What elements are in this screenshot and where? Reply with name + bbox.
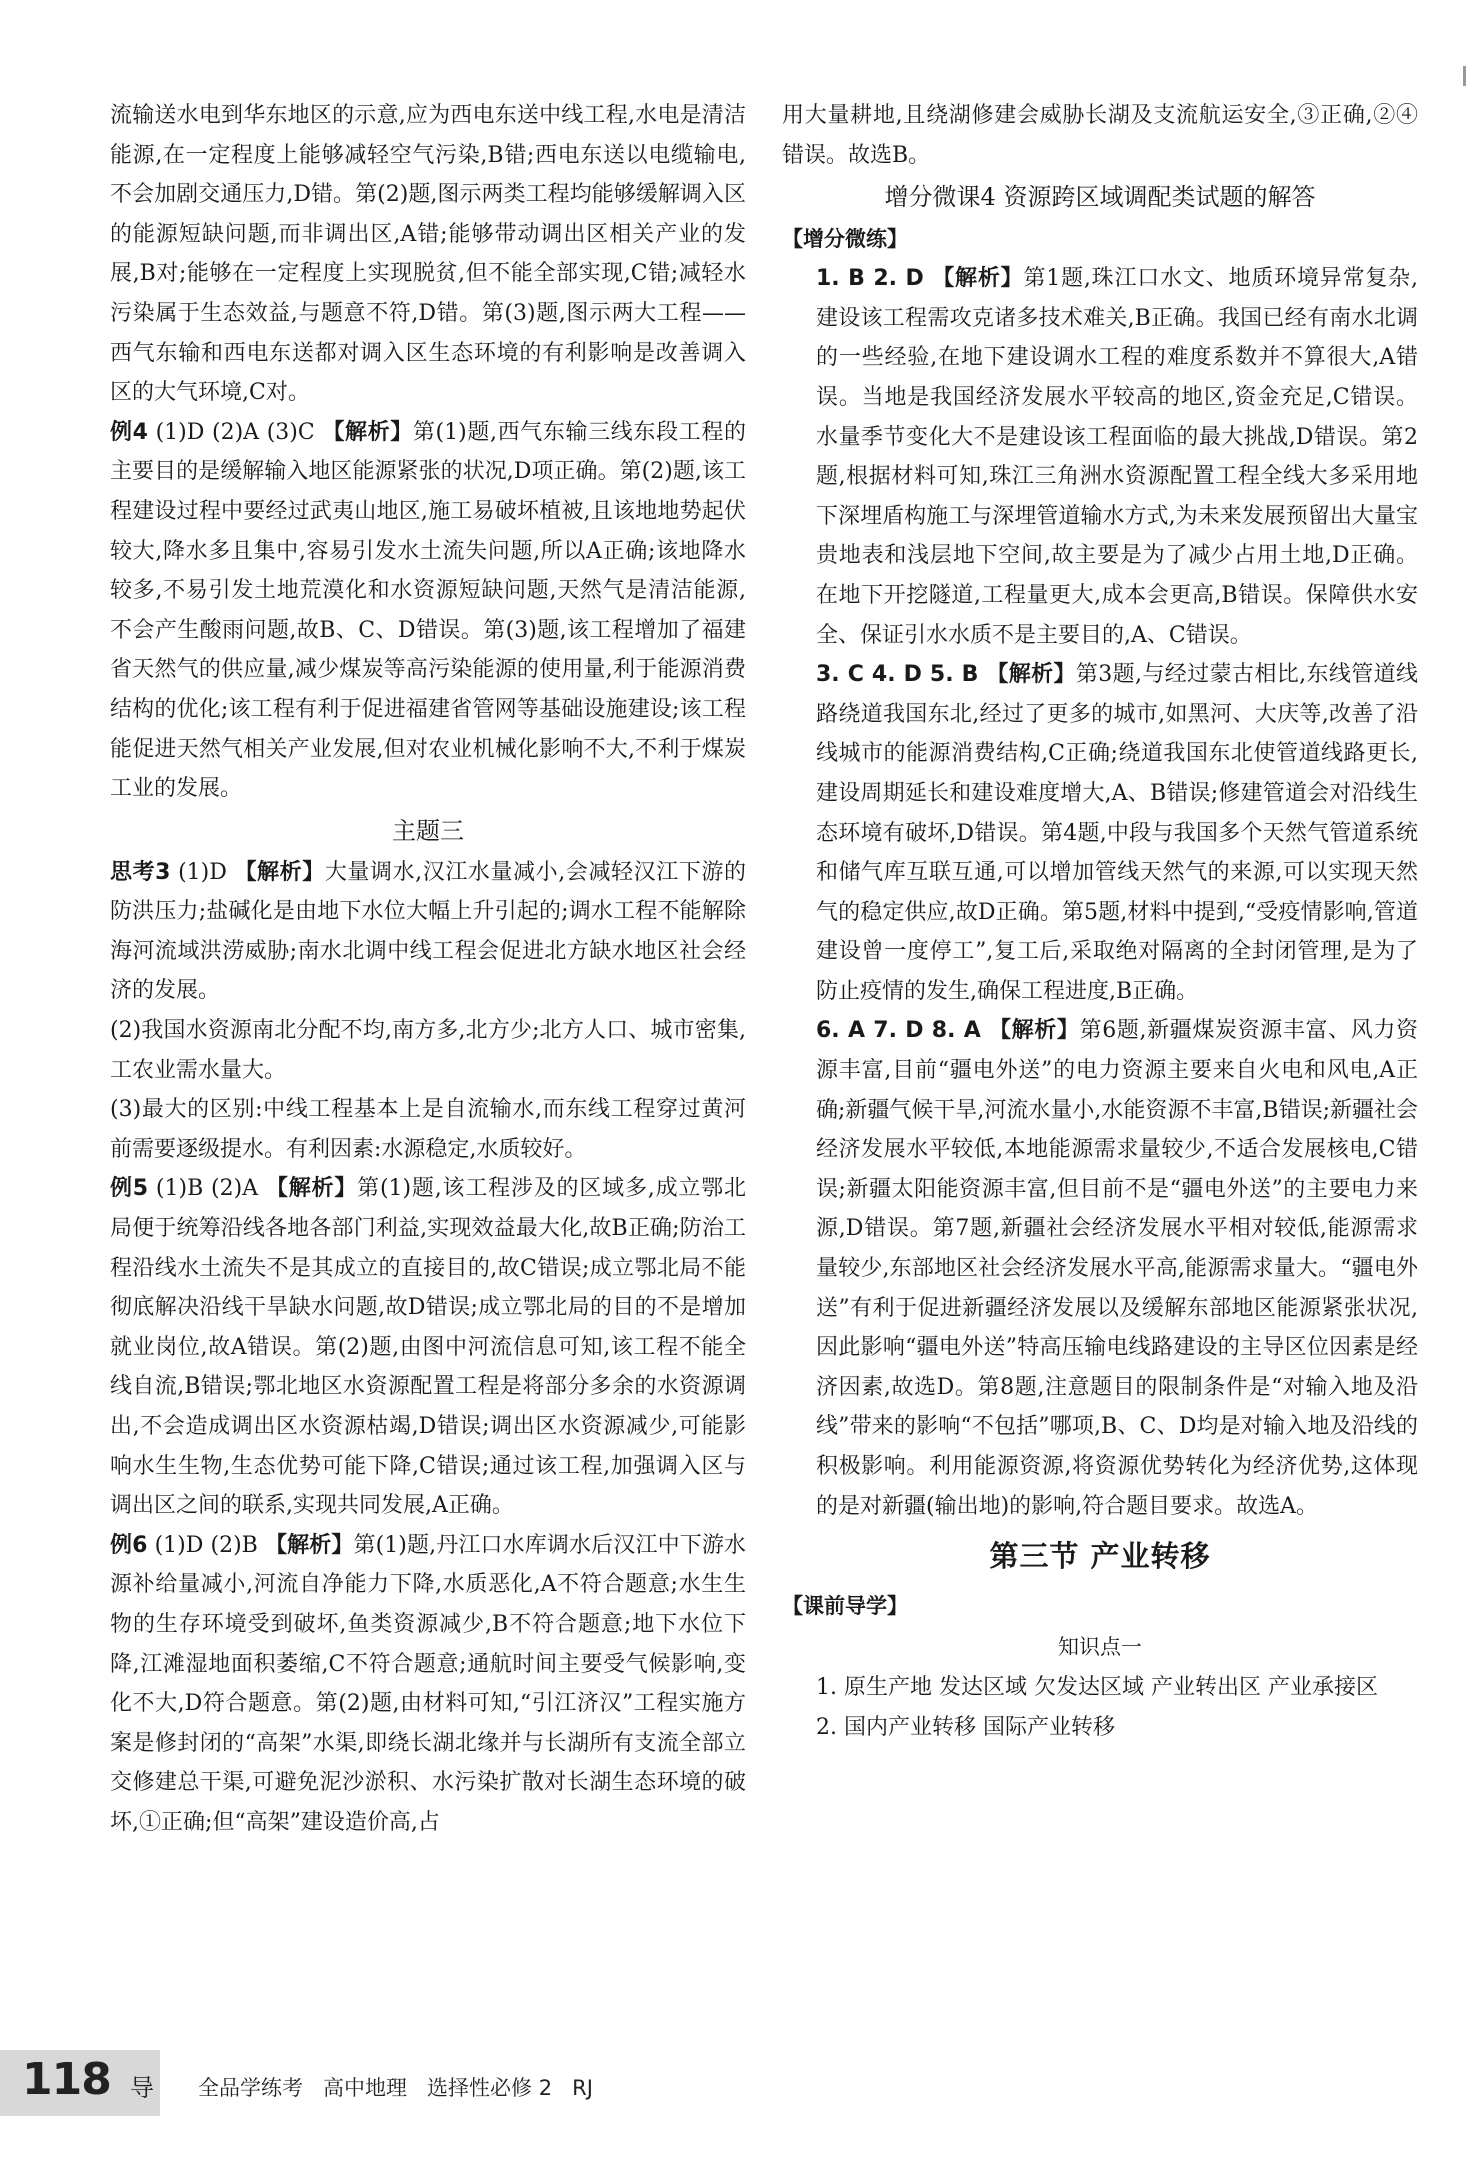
example-4-label: 例4 bbox=[110, 419, 148, 445]
questions-1-2-analysis: 第1题,珠江口水文、地质环境异常复杂,建设该工程需攻克诸多技术难关,B正确。我国已经有南水北调的一些经验,在地下建设调水工程的难度系数并不算很大,A错误。当地是我国经济发展水平较高的地区,资金充足,C错误。水量季节变化大不是建设该工程面临的最大挑战,D错误。第2题,根据材料可知,珠江三角洲水资源配置工程全线大多采用地下深埋盾构施工与深埋管道输水方式,为未来发展预留出大量宝贵地表和浅层地下空间,故主要是为了减少占用土地,D正确。在地下开挖隧道,工程量更大,成本会更高,B错误。保障供水安全、保证引水水质不是主要目的,A、C错误。 bbox=[816, 266, 1418, 648]
questions-3-5-analysis: 第3题,与经过蒙古相比,东线管道线路绕道我国东北,经过了更多的城市,如黑河、大庆等,改善了沿线城市的能源消费结构,C正确;绕道我国东北使管道线路更长,建设周期延长和建设难度增大,A、B错误;修建管道会对沿线生态环境有破坏,D错误。第4题,中段与我国多个天然气管道系统和储气库互联互通,可以增加管线天然气的来源,可以实现天然气的稳定供应,故D正确。第5题,材料中提到,“受疫情影响,管道建设曾一度停工”,复工后,采取绝对隔离的全封闭管理,是为了防止疫情的发生,确保工程进度,B正确。 bbox=[816, 662, 1418, 1004]
think-3-part-2: (2)我国水资源南北分配不均,南方多,北方少;北方人口、城市密集,工农业需水量大。 bbox=[110, 1018, 746, 1083]
drill-tag: 【增分微练】 bbox=[782, 227, 908, 252]
page-footer bbox=[0, 2050, 900, 2120]
think-3-analysis: 大量调水,汉江水量减小,会减轻汉江下游的防洪压力;盐碱化是由地下水位大幅上升引起的;调水工程不能解除海河流域洪涝威胁;南水北调中线工程会促进北方缺水地区社会经济的发展。 bbox=[110, 859, 746, 1004]
paragraph-continued: 流输送水电到华东地区的示意,应为西电东送中线工程,水电是清洁能源,在一定程度上能够减轻空气污染,B错;西电东送以电缆输电,不会加剧交通压力,D错。第(2)题,图示两类工程均能够缓解调入区的能源短缺问题,而非调出区,A错;能够带动调出区相关产业的发展,B对;能够在一定程度上实现脱贫,但不能全部实现,C错;减轻水污染属于生态效益,与题意不符,D错。第(3)题,图示两大工程——西气东输和西电东送都对调入区生态环境的有利影响是改善调入区的大气环境,C对。 bbox=[110, 103, 746, 406]
example-5 bbox=[110, 1169, 746, 1525]
example-4-analysis-tag: 【解析】 bbox=[322, 419, 413, 445]
example-6-analysis: 第(1)题,丹江口水库调水后汉江中下游水源补给量减小,河流自净能力下降,水质恶化,A不符合题意;水生生物的生存环境受到破坏,鱼类资源减少,B不符合题意;地下水位下降,江滩湿地面积萎缩,C不符合题意;通航时间主要受气候影响,变化不大,D符合题意。第(2)题,由材料可知,“引江济汉”工程实施方案是修封闭的“高架”水渠,即绕长湖北缘并与长湖所有支流全部立交修建总干渠,可避免泥沙淤积、水污染扩散对长湖生态环境的破坏,①正确;但“高架”建设造价高,占 bbox=[110, 1532, 746, 1835]
example-5-analysis: 第(1)题,该工程涉及的区域多,成立鄂北局便于统筹沿线各地各部门利益,实现效益最大化,故B正确;防治工程沿线水土流失不是其成立的直接目的,故C错误;成立鄂北局不能彻底解决沿线干旱缺水问题,故D错误;成立鄂北局的目的不是增加就业岗位,故A错误。第(2)题,由图中河流信息可知,该工程不能全线自流,B错误;鄂北地区水资源配置工程是将部分多余的水资源调出,不会造成调出区水资源枯竭,D错误;调出区水资源减少,可能影响水生生物,生态优势可能下降,C错误;通过该工程,加强调入区与调出区之间的联系,实现共同发展,A正确。 bbox=[110, 1176, 746, 1519]
questions-1-2-analysis-tag: 【解析】 bbox=[932, 266, 1024, 292]
questions-6-8-analysis-tag: 【解析】 bbox=[989, 1018, 1080, 1044]
think-3 bbox=[110, 853, 746, 1011]
example-6-analysis-tag: 【解析】 bbox=[264, 1532, 354, 1558]
example-4-analysis: 第(1)题,西气东输三线东段工程的主要目的是缓解输入地区能源紧张的状况,D项正确。第(2)题,该工程建设过程中要经过武夷山地区,施工易破坏植被,且该地地势起伏较大,降水多且集中,容易引发水土流失问题,所以A正确;该地降水较多,不易引发土地荒漠化和水资源短缺问题,天然气是清洁能源,不会产生酸雨问题,故B、C、D错误。第(3)题,该工程增加了福建省天然气的供应量,减少煤炭等高污染能源的使用量,利于能源消费结构的优化;该工程有利于促进福建省管网等基础设施建设;该工程能促进天然气相关产业发展,但对农业机械化影响不大,不利于煤炭工业的发展。 bbox=[110, 419, 746, 802]
think-3-label: 思考3 bbox=[110, 859, 171, 885]
questions-6-8-analysis: 第6题,新疆煤炭资源丰富、风力资源丰富,目前“疆电外送”的电力资源主要来自火电和风电,A正确;新疆气候干旱,河流水量小,水能资源不丰富,B错误;新疆社会经济发展水平较低,本地能源需求量较少,不适合发展核电,C错误;新疆太阳能资源丰富,但目前不是“疆电外送”的主要电力来源,D错误。第7题,新疆社会经济发展水平相对较低,能源需求量较少,东部地区社会经济发展水平高,能源需求量大。“疆电外送”有利于促进新疆经济发展以及缓解东部地区能源紧张状况,因此影响“疆电外送”特高压输电线路建设的主导区位因素是经济因素,故选D。第8题,注意题目的限制条件是“对输入地及沿线”带来的影响“不包括”哪项,B、C、D均是对输入地及沿线的积极影响。利用能源资源,将资源优势转化为经济优势,这体现的是对新疆(输出地)的影响,符合题目要求。故选A。 bbox=[816, 1018, 1418, 1519]
left-column bbox=[110, 96, 746, 1843]
think-3-answer: (1)D bbox=[170, 859, 235, 885]
section-heading: 第三节 产业转移 bbox=[989, 1539, 1211, 1574]
questions-3-5-answers: 3. C 4. D 5. B bbox=[816, 662, 987, 688]
example-5-label: 例5 bbox=[110, 1176, 149, 1202]
book-title: 全品学练考 高中地理 选择性必修 2 RJ bbox=[198, 2076, 593, 2100]
questions-1-2-answers: 1. B 2. D bbox=[816, 266, 933, 292]
right-column bbox=[782, 96, 1418, 1747]
example-6-answers: (1)D (2)B bbox=[147, 1532, 265, 1558]
theme-3-heading: 主题三 bbox=[392, 816, 464, 845]
guide-mark: 导 bbox=[130, 2074, 154, 2102]
example-4-answers: (1)D (2)A (3)C bbox=[147, 419, 323, 445]
questions-3-5 bbox=[782, 655, 1418, 1011]
questions-6-8 bbox=[782, 1011, 1418, 1526]
think-3-analysis-tag: 【解析】 bbox=[234, 859, 325, 885]
example-4 bbox=[110, 413, 746, 809]
knowledge-point-1-heading: 知识点一 bbox=[1058, 1635, 1142, 1660]
paragraph-continued-right: 用大量耕地,且绕湖修建会威胁长湖及支流航运安全,③正确,②④错误。故选B。 bbox=[782, 103, 1418, 168]
page-number: 118 bbox=[22, 2054, 111, 2105]
lesson-4-heading: 增分微课4 资源跨区域调配类试题的解答 bbox=[884, 183, 1316, 212]
example-6 bbox=[110, 1526, 746, 1843]
example-5-analysis-tag: 【解析】 bbox=[265, 1176, 358, 1202]
example-6-label: 例6 bbox=[110, 1532, 148, 1558]
questions-6-8-answers: 6. A 7. D 8. A bbox=[816, 1018, 990, 1044]
think-3-part-3: (3)最大的区别:中线工程基本上是自流输水,而东线工程穿过黄河前需要逐级提水。有利因素:水源稳定,水质较好。 bbox=[110, 1097, 746, 1162]
example-5-answers: (1)B (2)A bbox=[148, 1176, 266, 1202]
questions-3-5-analysis-tag: 【解析】 bbox=[986, 662, 1076, 688]
questions-1-2 bbox=[782, 259, 1418, 655]
knowledge-point-1-item-1: 1. 原生产地 发达区域 欠发达区域 产业转出区 产业承接区 bbox=[816, 1675, 1378, 1701]
pre-class-guide-tag: 【课前导学】 bbox=[782, 1594, 908, 1619]
page-edge-mark bbox=[1463, 66, 1466, 86]
knowledge-point-1-item-2: 2. 国内产业转移 国际产业转移 bbox=[816, 1714, 1115, 1740]
